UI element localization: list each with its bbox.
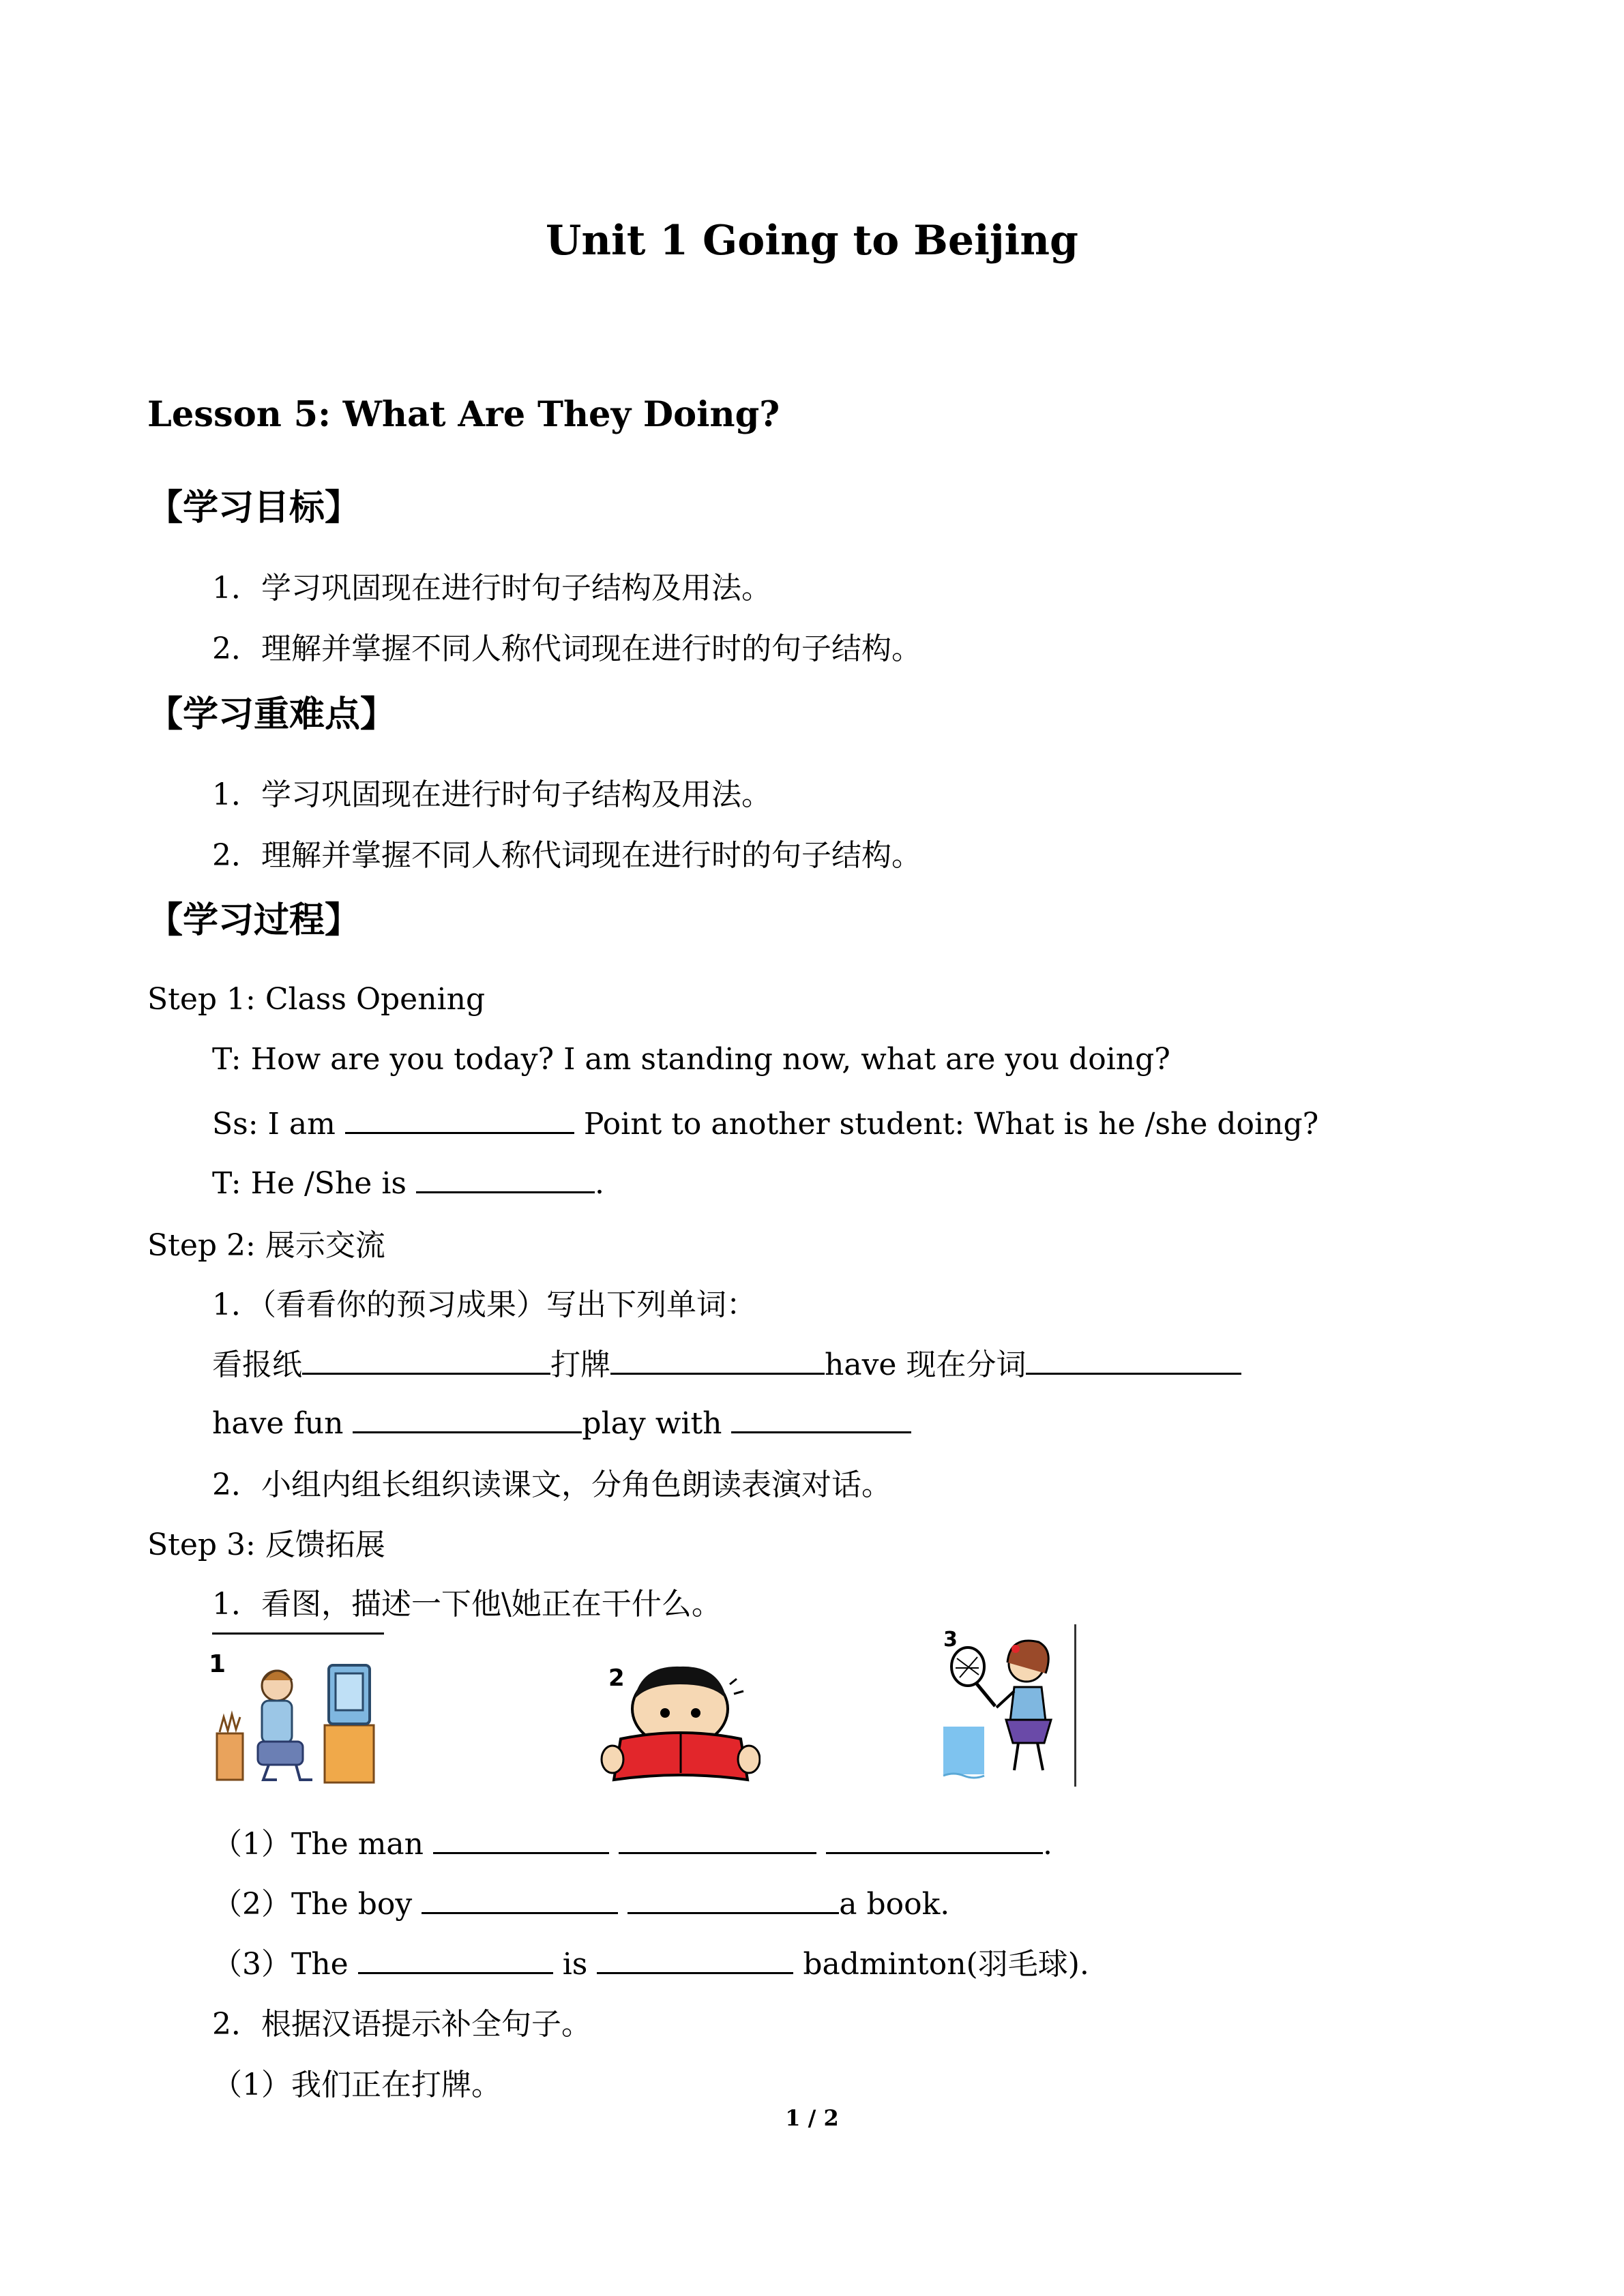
blank[interactable] (826, 1822, 1043, 1854)
blank[interactable] (358, 1942, 553, 1974)
t2-end: . (594, 1166, 604, 1201)
step2-item-2: 2．小组内组长组织读课文，分角色朗读表演对话。 (212, 1467, 891, 1502)
step2-words-line-2 (212, 1401, 911, 1441)
question-text: （3）The (212, 1947, 358, 1982)
blank[interactable] (353, 1401, 582, 1433)
objective-item-2: 2．理解并掌握不同人称代词现在进行时的句子结构。 (212, 631, 921, 666)
step1-students-line (212, 1102, 1318, 1142)
blank[interactable] (422, 1882, 618, 1914)
t2-text: T: He /She is (212, 1166, 416, 1201)
question-text: （1）The man (212, 1827, 433, 1862)
question-1 (212, 1819, 1052, 1863)
picture-girl-badminton-icon (938, 1624, 1074, 1788)
word-prompt: 打牌 (550, 1347, 610, 1382)
blank[interactable] (610, 1343, 825, 1375)
underline (212, 1632, 384, 1635)
picture-number-2: 2 (608, 1665, 625, 1692)
ss-text-2: Point to another student: What is he /she doing? (574, 1107, 1319, 1142)
divider-line (1074, 1624, 1076, 1787)
page-number: 1 / 2 (785, 2105, 839, 2131)
picture-boy-reading-icon (600, 1664, 761, 1787)
question-3 (212, 1939, 1089, 1983)
word-prompt: have 现在分词 (825, 1347, 1027, 1382)
step2-item-1: 1．（看看你的预习成果）写出下列单词： (212, 1287, 756, 1322)
question-2 (212, 1879, 949, 1923)
step2-title: Step 2: 展示交流 (147, 1228, 385, 1263)
step3-title: Step 3: 反馈拓展 (147, 1527, 385, 1562)
blank[interactable] (628, 1882, 839, 1914)
lesson-title: Lesson 5: What Are They Doing? (147, 394, 780, 435)
blank[interactable] (1026, 1343, 1241, 1375)
question-end: . (1042, 1827, 1052, 1862)
objectives-heading: 【学习目标】 (147, 488, 361, 528)
blank[interactable] (731, 1401, 911, 1433)
blank[interactable] (433, 1822, 609, 1854)
picture-number-3: 3 (943, 1628, 958, 1652)
picture-number-1: 1 (209, 1650, 226, 1678)
question-text: （2）The boy (212, 1887, 422, 1922)
picture-man-watching-tv-icon (209, 1645, 379, 1788)
word-prompt: 看报纸 (212, 1347, 302, 1382)
question-text: is (552, 1947, 597, 1982)
step1-title: Step 1: Class Opening (147, 982, 486, 1017)
blank[interactable] (416, 1161, 595, 1193)
step3-item-1: 1．看图，描述一下他\她正在干什么。 (212, 1587, 722, 1622)
word-prompt: play with (582, 1406, 732, 1441)
document-title: Unit 1 Going to Beijing (546, 217, 1078, 265)
blank[interactable] (345, 1102, 574, 1134)
question-end: a book. (839, 1887, 950, 1922)
question-4: （1）我们正在打牌。 (212, 2068, 501, 2102)
blank[interactable] (619, 1822, 816, 1854)
question-end: badminton(羽毛球). (793, 1947, 1089, 1982)
blank[interactable] (302, 1343, 550, 1375)
step1-teacher-line: T: How are you today? I am standing now, what are you doing? (212, 1042, 1170, 1077)
word-prompt: have fun (212, 1406, 353, 1441)
blank[interactable] (597, 1942, 793, 1974)
step1-teacher-line-2 (212, 1161, 604, 1201)
key-points-heading: 【学习重难点】 (147, 694, 396, 735)
objective-item-1: 1．学习巩固现在进行时句子结构及用法。 (212, 571, 771, 606)
ss-text: Ss: I am (212, 1107, 345, 1142)
key-point-item-1: 1．学习巩固现在进行时句子结构及用法。 (212, 777, 771, 812)
key-point-item-2: 2．理解并掌握不同人称代词现在进行时的句子结构。 (212, 838, 921, 873)
step3-item-2: 2．根据汉语提示补全句子。 (212, 2007, 591, 2042)
process-heading: 【学习过程】 (147, 900, 361, 941)
step2-words-line-1 (212, 1340, 1241, 1384)
